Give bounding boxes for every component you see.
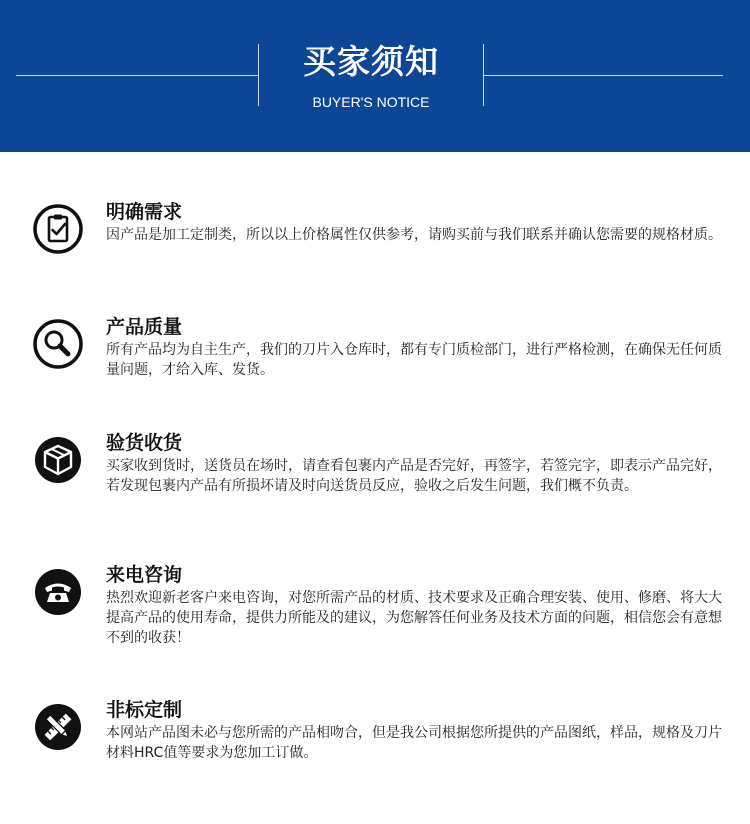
notice-text: 因产品是加工定制类，所以以上价格属性仅供参考，请购买前与我们联系并确认您需要的规格材质。 [106,227,722,243]
notice-text: 本网站产品图未必与您所需的产品相吻合，但是我公司根据您所提供的产品图纸，样品，规格及刀片材料HRC值等要求为您加工订做。 [106,725,722,761]
ruler-pencil-icon [32,701,84,753]
notice-text: 买家收到货时，送货员在场时，请查看包裹内产品是否完好，再签字，若签完字，即表示产品完好，若发现包裹内产品有所损坏请及时向送货员反应，验收之后发生问题，我们概不负责。 [106,458,722,494]
page-title: 买家须知 [303,42,439,81]
notice-text: 热烈欢迎新老客户来电咨询，对您所需产品的材质、技术要求及正确合理安装、使用、修磨、将大大提高产品的使用寿命，提供力所能及的建议，为您解答任何业务及技术方面的问题，相信您会有意想不到的收获！ [106,590,722,646]
header-banner [0,0,750,152]
magnifier-icon [32,318,84,370]
notice-title: 明确需求 [106,201,183,223]
notice-title: 产品质量 [106,316,183,338]
header-divider-left [16,75,258,76]
clipboard-check-icon [32,203,84,255]
telephone-icon [32,566,84,618]
notice-title: 验货收货 [106,432,183,454]
notice-text: 所有产品均为自主生产，我们的刀片入仓库时，都有专门质检部门，进行严格检测，在确保无任何质量问题，才给入库、发货。 [106,342,722,378]
page-subtitle: BUYER'S NOTICE [312,94,430,110]
package-box-icon [32,434,84,486]
header-divider-right [483,75,723,76]
notice-title: 非标定制 [106,699,183,721]
notice-title: 来电咨询 [106,564,183,586]
